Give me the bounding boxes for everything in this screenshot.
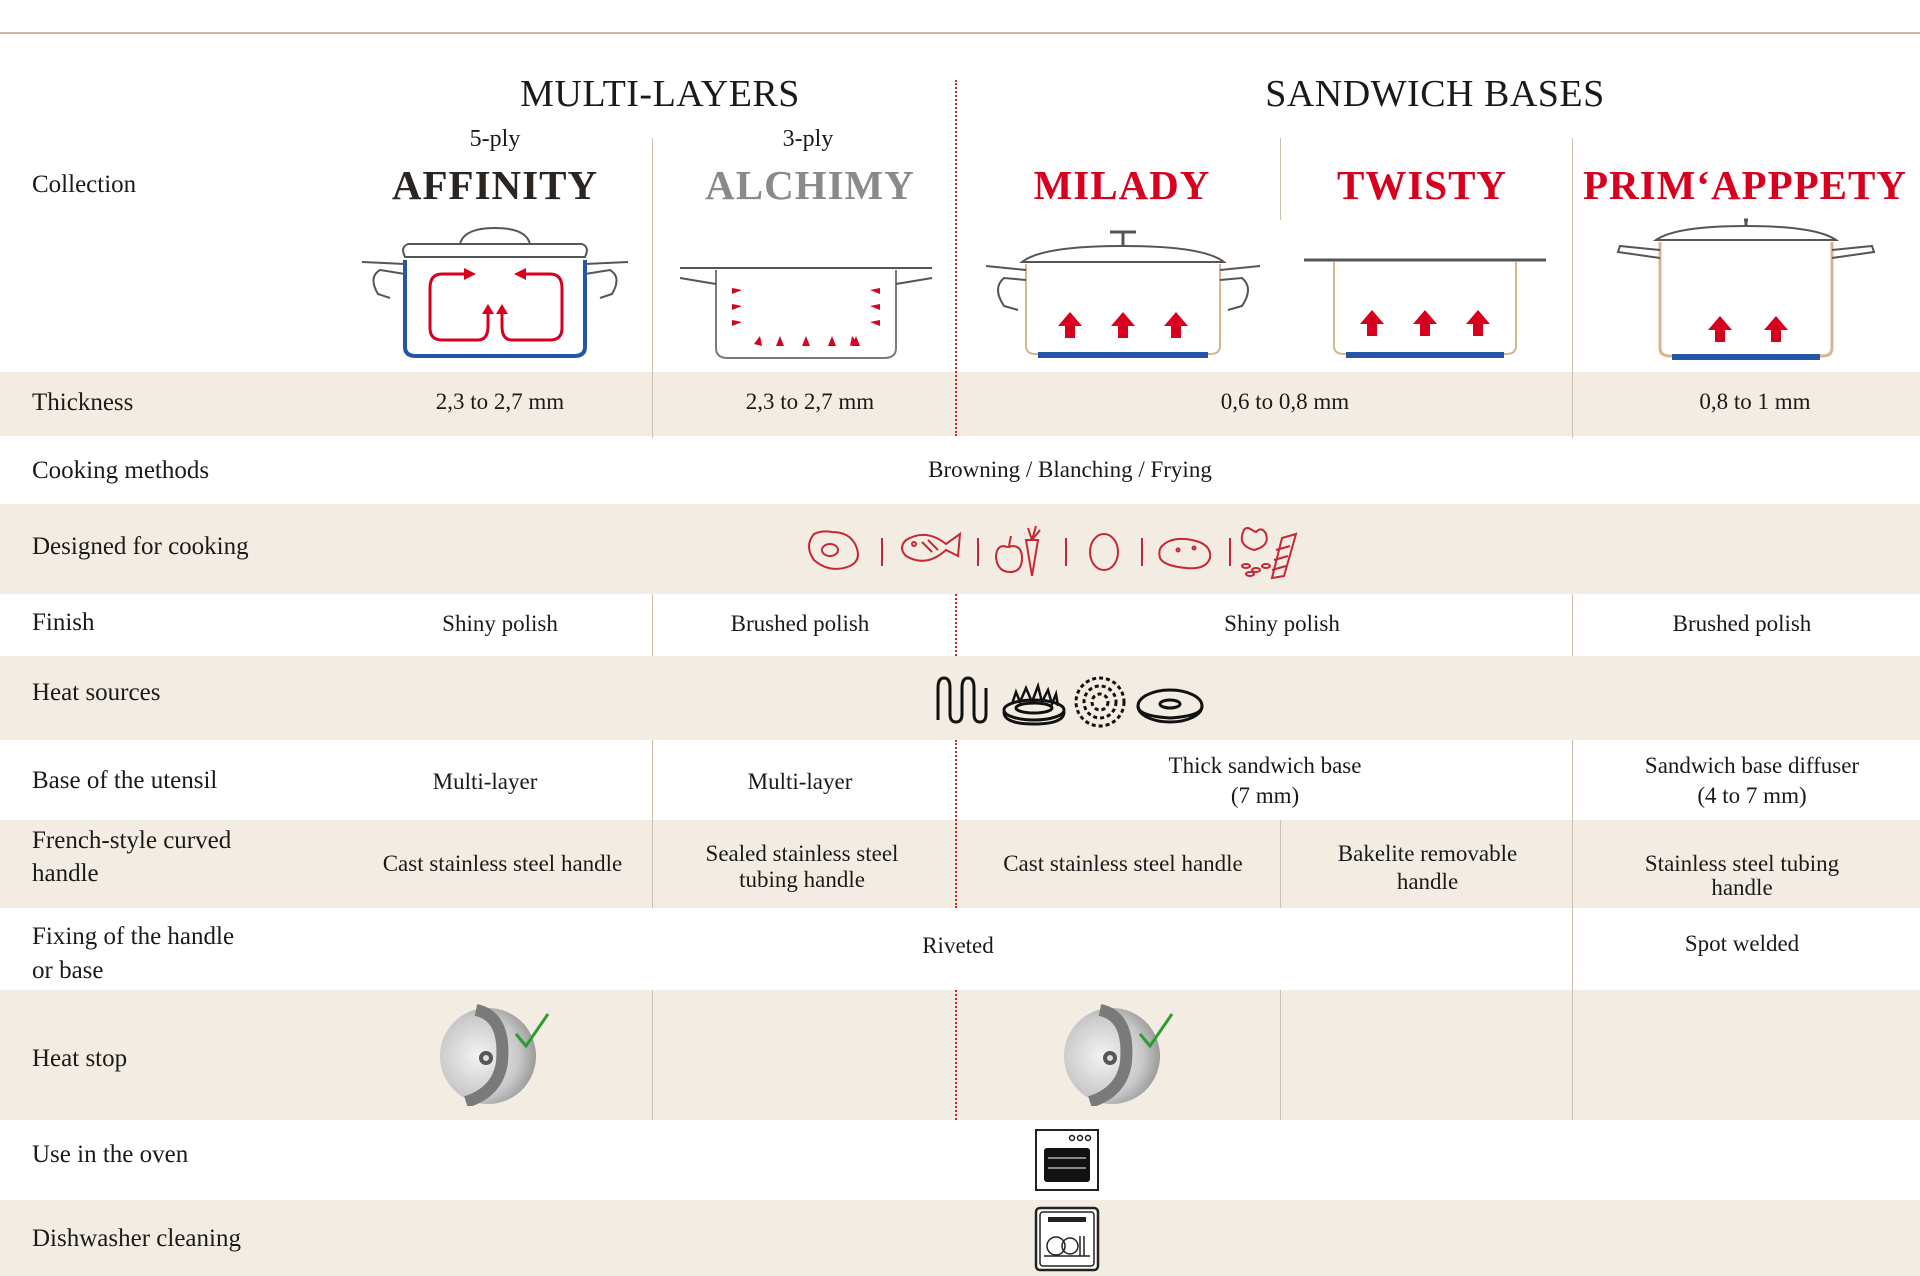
- fixing-main: Riveted: [922, 933, 994, 958]
- handle-milady: Cast stainless steel handle: [1003, 851, 1243, 876]
- group-sandwich-bases: SANDWICH BASES: [1265, 73, 1605, 115]
- meat-icon: [809, 531, 858, 569]
- fish-icon: [902, 534, 960, 561]
- thickness-alchimy: 2,3 to 2,7 mm: [745, 389, 875, 414]
- cooking-methods-label: Cooking methods: [32, 457, 210, 484]
- divider-affinity-alchimy-4: [652, 990, 653, 1120]
- divider-affinity-alchimy-3: [652, 740, 653, 908]
- handle-alchimy-line1: Sealed stainless steel: [705, 841, 899, 866]
- food-icons: [800, 520, 1330, 580]
- handle-alchimy-line2: tubing handle: [739, 867, 865, 892]
- finish-affinity: Shiny polish: [442, 611, 558, 636]
- finish-alchimy: Brushed polish: [730, 611, 870, 636]
- dishwasher-icon: [1034, 1206, 1100, 1272]
- fixing-label-line1: Fixing of the handle: [32, 923, 235, 950]
- divider-groups-3: [955, 740, 957, 908]
- heat-sources-label: Heat sources: [32, 679, 161, 706]
- prim-apppety-pot-illustration: [1616, 216, 1876, 362]
- potato-icon: [1159, 539, 1210, 568]
- heat-stop-label: Heat stop: [32, 1045, 128, 1072]
- base-alchimy: Multi-layer: [747, 769, 853, 794]
- base-prim-apppety-line2: (4 to 7 mm): [1697, 783, 1807, 808]
- base-affinity: Multi-layer: [432, 769, 538, 794]
- thickness-label: Thickness: [32, 389, 134, 416]
- divider-twisty-prim-2: [1572, 594, 1573, 656]
- brand-milady: MILADY: [1033, 162, 1211, 208]
- affinity-ply: 5-ply: [469, 126, 521, 152]
- electric-coil-icon: [938, 678, 986, 722]
- finish-label: Finish: [32, 609, 95, 636]
- handle-label-line2: handle: [32, 860, 99, 887]
- divider-affinity-alchimy-2: [652, 594, 653, 656]
- fixing-label-line2: or base: [32, 957, 104, 984]
- gas-burner-icon: [1004, 686, 1064, 724]
- divider-groups-4: [955, 990, 957, 1120]
- group-multi-layers: MULTI-LAYERS: [520, 73, 800, 115]
- handle-label-line1: French-style curved: [32, 827, 232, 854]
- alchimy-pot-illustration: [676, 256, 936, 362]
- oven-label: Use in the oven: [32, 1141, 189, 1168]
- twisty-pot-illustration: [1300, 254, 1550, 362]
- handle-prim-apppety-line2: handle: [1711, 875, 1773, 900]
- induction-icon: [1076, 678, 1124, 726]
- band-dishwasher: [0, 1200, 1920, 1276]
- base-milady-twisty-line1: Thick sandwich base: [1168, 753, 1362, 778]
- thickness-affinity: 2,3 to 2,7 mm: [435, 389, 565, 414]
- handle-twisty-line1: Bakelite removable: [1337, 841, 1518, 866]
- oven-icon: [1034, 1128, 1100, 1192]
- alchimy-ply: 3-ply: [782, 126, 834, 152]
- divider-milady-twisty-2: [1280, 820, 1281, 908]
- brand-twisty: TWISTY: [1336, 162, 1508, 208]
- heat-stop-affinity-icon: [436, 1002, 552, 1106]
- fixing-prim-apppety: Spot welded: [1684, 931, 1800, 956]
- dishwasher-label: Dishwasher cleaning: [32, 1225, 241, 1252]
- base-label: Base of the utensil: [32, 767, 218, 794]
- affinity-pot-illustration: [360, 222, 630, 362]
- base-prim-apppety-line1: Sandwich base diffuser: [1644, 753, 1860, 778]
- pasta-rice-icon: [1242, 528, 1296, 578]
- cooking-methods-value: Browning / Blanching / Frying: [928, 457, 1212, 482]
- divider-groups-2: [955, 594, 957, 656]
- divider-groups: [955, 80, 957, 436]
- egg-icon: [1090, 534, 1118, 570]
- finish-prim-apppety: Brushed polish: [1672, 611, 1812, 636]
- brand-prim-apppety: PRIM‘APPPETY: [1582, 162, 1907, 208]
- base-milady-twisty-line2: (7 mm): [1230, 783, 1300, 808]
- hotplate-icon: [1138, 690, 1202, 722]
- brand-alchimy: ALCHIMY: [705, 162, 915, 208]
- band-heat-stop: [0, 990, 1920, 1120]
- heat-source-icons: [932, 670, 1208, 730]
- brand-affinity: AFFINITY: [391, 162, 599, 208]
- collection-label: Collection: [32, 171, 137, 198]
- divider-twisty-prim: [1572, 138, 1573, 438]
- handle-prim-apppety-line1: Stainless steel tubing: [1644, 851, 1840, 876]
- thickness-prim-apppety: 0,8 to 1 mm: [1699, 389, 1811, 414]
- milady-pot-illustration: [982, 226, 1264, 362]
- divider-twisty-prim-3: [1572, 740, 1573, 1120]
- divider-affinity-alchimy: [652, 138, 653, 438]
- divider-milady-twisty-3: [1280, 990, 1281, 1120]
- top-rule: [0, 32, 1920, 34]
- heat-stop-milady-icon: [1060, 1002, 1176, 1106]
- designed-for-label: Designed for cooking: [32, 533, 249, 560]
- handle-affinity: Cast stainless steel handle: [382, 851, 623, 876]
- thickness-milady-twisty: 0,6 to 0,8 mm: [1220, 389, 1350, 414]
- handle-twisty-line2: handle: [1396, 869, 1459, 894]
- finish-milady-twisty: Shiny polish: [1224, 611, 1340, 636]
- vegetables-icon: [996, 526, 1040, 576]
